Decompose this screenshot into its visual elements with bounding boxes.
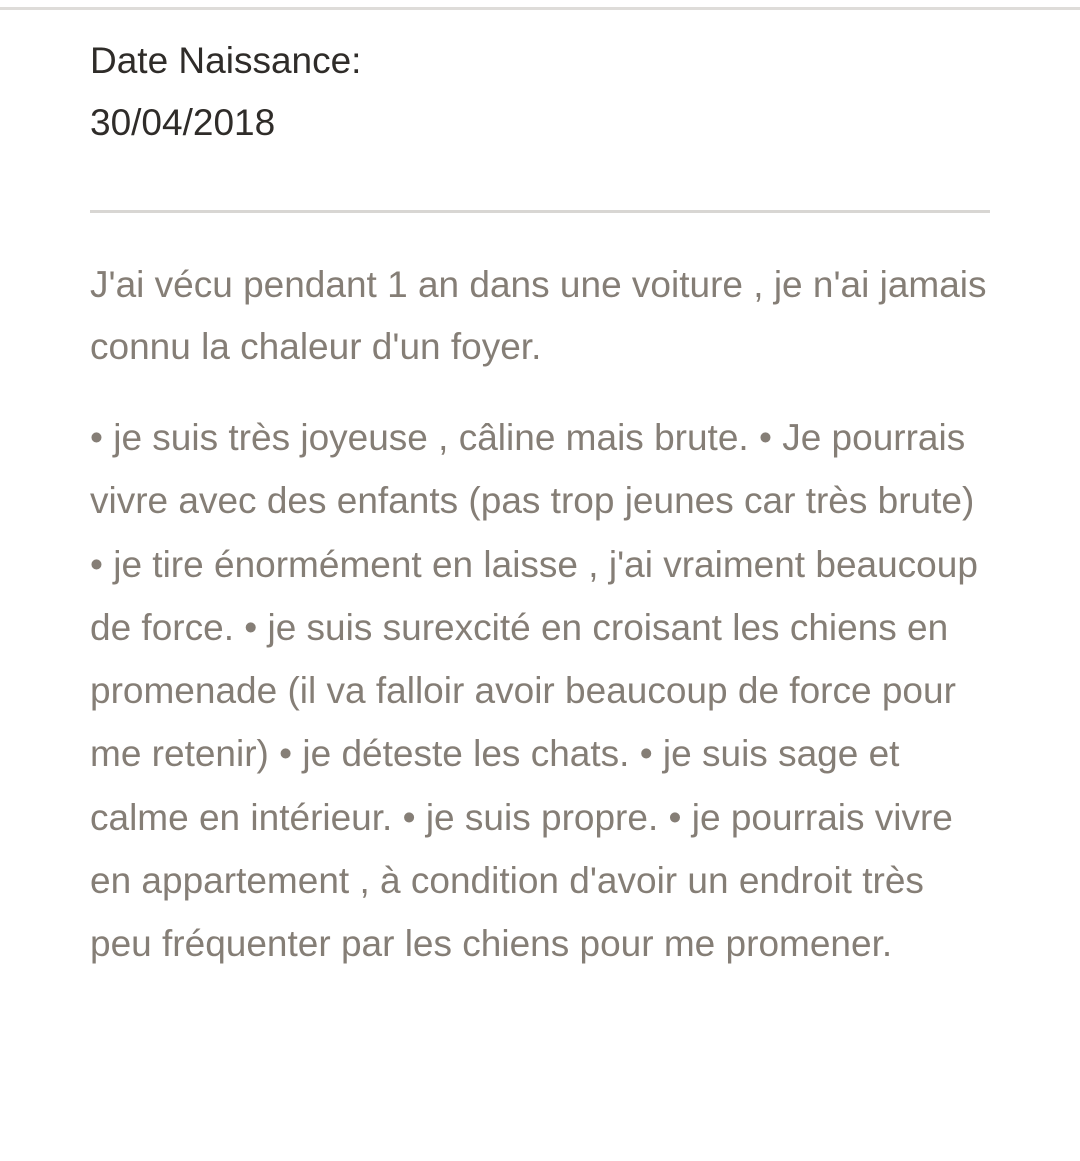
birth-date-section	[90, 30, 990, 154]
bio-traits: • je suis très joyeuse , câline mais brute. • Je pourrais vivre avec des enfants (pas trop jeunes car très brute) • je tire énormément en laisse , j'ai vraiment beaucoup de force. • je suis surexcité en croisant les chiens en promenade (il va falloir avoir beaucoup de force pour me retenir) • je déteste les chats. • je suis sage et calme en intérieur. • je suis propre. • je pourrais vivre en appartement , à condition d'avoir un endroit très peu fréquenter par les chiens pour me promener.	[90, 417, 978, 965]
profile-content	[90, 30, 990, 976]
birth-date-value: 30/04/2018	[90, 102, 276, 143]
profile-description	[90, 254, 990, 976]
birth-date-label: Date Naissance:	[90, 40, 362, 81]
section-divider	[90, 210, 990, 213]
bio-intro: J'ai vécu pendant 1 an dans une voiture , je n'ai jamais connu la chaleur d'un foyer.	[90, 264, 987, 367]
top-border	[0, 7, 1080, 10]
